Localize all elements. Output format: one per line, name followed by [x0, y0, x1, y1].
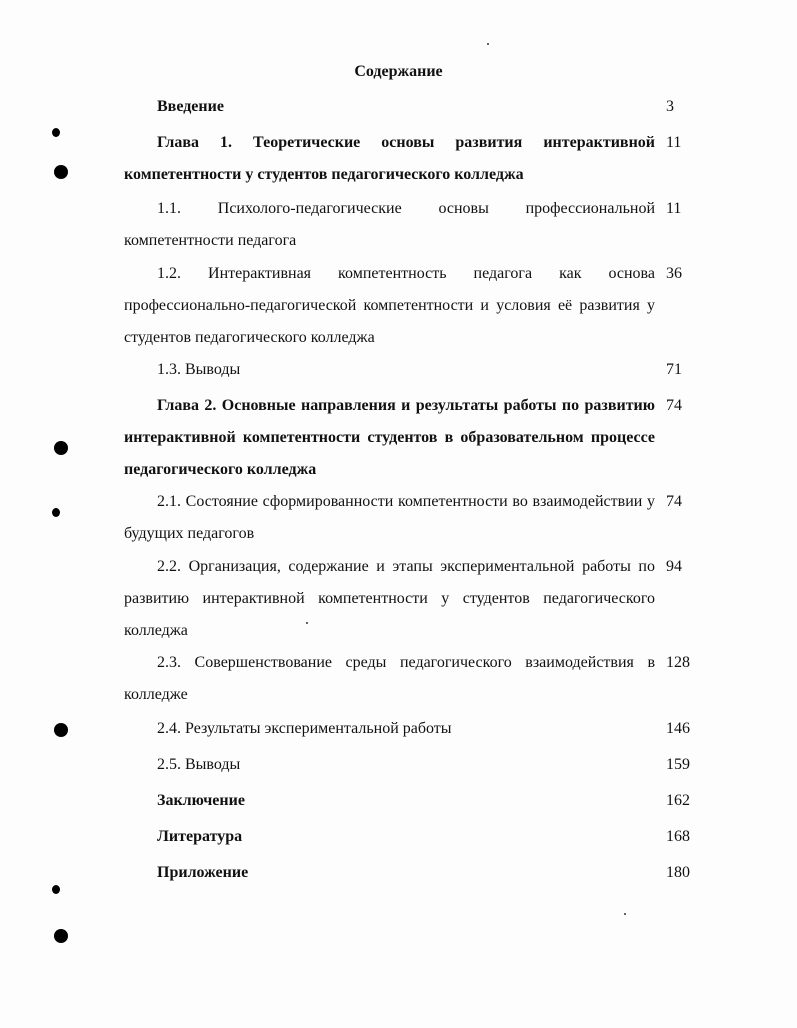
toc-entry-text: 1.3. Выводы	[157, 361, 241, 378]
toc-entry-page: 128	[666, 654, 690, 671]
punch-hole-mark	[54, 165, 68, 179]
toc-entry-text: Заключение	[157, 792, 245, 809]
toc-entry-page: 3	[666, 98, 674, 115]
toc-entry-text: 1.2. Интерактивная компетентность педагога как основа профессионально-педагогической компетентности и условия её развития у студентов педагогического колледжа	[124, 265, 655, 346]
punch-hole-mark	[52, 885, 60, 894]
toc-entry-page: 146	[666, 720, 690, 737]
toc-title: Содержание	[354, 63, 443, 80]
toc-entry-text: 1.1. Психолого-педагогические основы профессиональной компетентности педагога	[124, 200, 655, 249]
scan-speck	[624, 913, 626, 915]
toc-entry-page: 11	[666, 200, 682, 217]
toc-entry-text: Приложение	[157, 864, 249, 881]
toc-entry-text: 2.1. Состояние сформированности компетентности во взаимодействии у будущих педагогов	[124, 493, 655, 542]
scan-speck	[487, 43, 489, 45]
toc-entry-text: Введение	[157, 98, 224, 115]
toc-entry-text: Глава 1. Теоретические основы развития интерактивной компетентности у студентов педагогического колледжа	[124, 134, 655, 183]
toc-entry-page: 71	[666, 361, 682, 378]
toc-entry-page: 94	[666, 558, 682, 575]
toc-entry-text: 2.5. Выводы	[157, 756, 241, 773]
toc-entry-page: 74	[666, 493, 682, 510]
toc-entry-page: 168	[666, 828, 690, 845]
toc-entry-page: 36	[666, 265, 682, 282]
toc-entry-text: Литература	[157, 828, 243, 845]
toc-entry-page: 74	[666, 397, 682, 414]
toc-entry-page: 162	[666, 792, 690, 809]
punch-hole-mark	[52, 508, 60, 517]
toc-entry-page: 11	[666, 134, 682, 151]
toc-entry-text: Глава 2. Основные направления и результаты работы по развитию интерактивной компетентности студентов в образовательном процессе педагогического колледжа	[124, 397, 655, 478]
toc-entry-text: 2.4. Результаты экспериментальной работы	[157, 720, 452, 737]
toc-entry-page: 159	[666, 756, 690, 773]
punch-hole-mark	[54, 723, 68, 737]
punch-hole-mark	[54, 441, 68, 455]
punch-hole-mark	[52, 128, 60, 137]
scan-speck	[306, 622, 308, 624]
toc-entry-text: 2.2. Организация, содержание и этапы экспериментальной работы по развитию интерактивной компетентности у студентов педагогического колледжа	[124, 558, 655, 639]
toc-entry-text: 2.3. Совершенствование среды педагогического взаимодействия в колледже	[124, 654, 655, 703]
punch-hole-mark	[54, 929, 68, 943]
toc-entry-page: 180	[666, 864, 690, 881]
